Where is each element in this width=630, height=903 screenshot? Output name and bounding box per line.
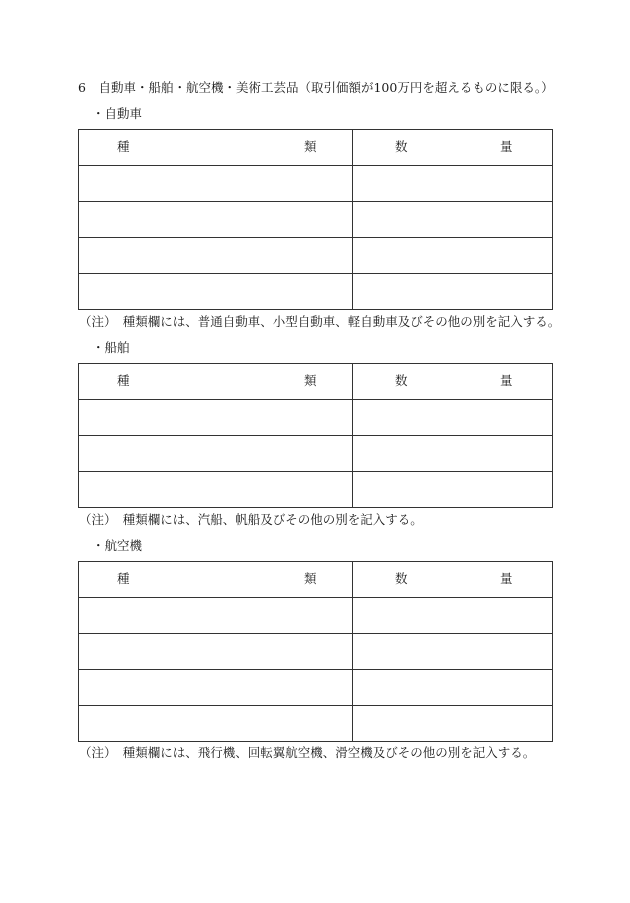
quantity-header-char-2: 量 bbox=[500, 373, 513, 388]
table-row bbox=[79, 238, 553, 274]
table-row bbox=[79, 598, 553, 634]
quantity-cell[interactable] bbox=[353, 274, 553, 310]
kind-cell[interactable] bbox=[79, 472, 353, 508]
quantity-cell[interactable] bbox=[353, 598, 553, 634]
quantity-header-char-1: 数 bbox=[395, 373, 408, 388]
quantity-header-char-2: 量 bbox=[500, 571, 513, 586]
kind-header-char-2: 類 bbox=[304, 373, 317, 388]
kind-header-char-2: 類 bbox=[304, 571, 317, 586]
automobile-table bbox=[78, 129, 553, 310]
table-header-row bbox=[79, 562, 553, 598]
kind-header-char-1: 種 bbox=[117, 139, 130, 154]
subsection-title-aircraft: ・航空機 bbox=[92, 538, 143, 553]
quantity-cell[interactable] bbox=[353, 436, 553, 472]
quantity-cell[interactable] bbox=[353, 166, 553, 202]
quantity-cell[interactable] bbox=[353, 670, 553, 706]
quantity-header-char-1: 数 bbox=[395, 139, 408, 154]
quantity-header bbox=[353, 562, 553, 598]
quantity-cell[interactable] bbox=[353, 634, 553, 670]
kind-cell[interactable] bbox=[79, 670, 353, 706]
section-heading: 6 自動車・船舶・航空機・美術工芸品（取引価額が100万円を超えるものに限る。） bbox=[78, 80, 554, 95]
table-row bbox=[79, 202, 553, 238]
kind-cell[interactable] bbox=[79, 202, 353, 238]
aircraft-note: （注） 種類欄には、飛行機、回転翼航空機、滑空機及びその他の別を記入する。 bbox=[79, 745, 536, 760]
kind-header bbox=[79, 364, 353, 400]
subsection-title-automobile: ・自動車 bbox=[92, 106, 143, 121]
automobile-note: （注） 種類欄には、普通自動車、小型自動車、軽自動車及びその他の別を記入する。 bbox=[79, 314, 561, 329]
quantity-header-char-2: 量 bbox=[500, 139, 513, 154]
aircraft-table bbox=[78, 561, 553, 742]
kind-cell[interactable] bbox=[79, 436, 353, 472]
quantity-cell[interactable] bbox=[353, 400, 553, 436]
ship-table bbox=[78, 363, 553, 508]
ship-note: （注） 種類欄には、汽船、帆船及びその他の別を記入する。 bbox=[79, 512, 423, 527]
kind-cell[interactable] bbox=[79, 634, 353, 670]
kind-header bbox=[79, 130, 353, 166]
quantity-cell[interactable] bbox=[353, 706, 553, 742]
quantity-header bbox=[353, 364, 553, 400]
table-row bbox=[79, 436, 553, 472]
kind-header-char-1: 種 bbox=[117, 373, 130, 388]
quantity-cell[interactable] bbox=[353, 472, 553, 508]
quantity-cell[interactable] bbox=[353, 238, 553, 274]
kind-cell[interactable] bbox=[79, 706, 353, 742]
kind-cell[interactable] bbox=[79, 274, 353, 310]
kind-cell[interactable] bbox=[79, 166, 353, 202]
table-row bbox=[79, 706, 553, 742]
kind-cell[interactable] bbox=[79, 238, 353, 274]
quantity-header-char-1: 数 bbox=[395, 571, 408, 586]
kind-cell[interactable] bbox=[79, 400, 353, 436]
table-row bbox=[79, 400, 553, 436]
table-row bbox=[79, 472, 553, 508]
kind-header-char-2: 類 bbox=[304, 139, 317, 154]
kind-cell[interactable] bbox=[79, 598, 353, 634]
quantity-header bbox=[353, 130, 553, 166]
table-header-row bbox=[79, 130, 553, 166]
quantity-cell[interactable] bbox=[353, 202, 553, 238]
subsection-title-ship: ・船舶 bbox=[92, 340, 130, 355]
table-row bbox=[79, 274, 553, 310]
table-header-row bbox=[79, 364, 553, 400]
table-row bbox=[79, 166, 553, 202]
kind-header-char-1: 種 bbox=[117, 571, 130, 586]
table-row bbox=[79, 670, 553, 706]
table-row bbox=[79, 634, 553, 670]
kind-header bbox=[79, 562, 353, 598]
